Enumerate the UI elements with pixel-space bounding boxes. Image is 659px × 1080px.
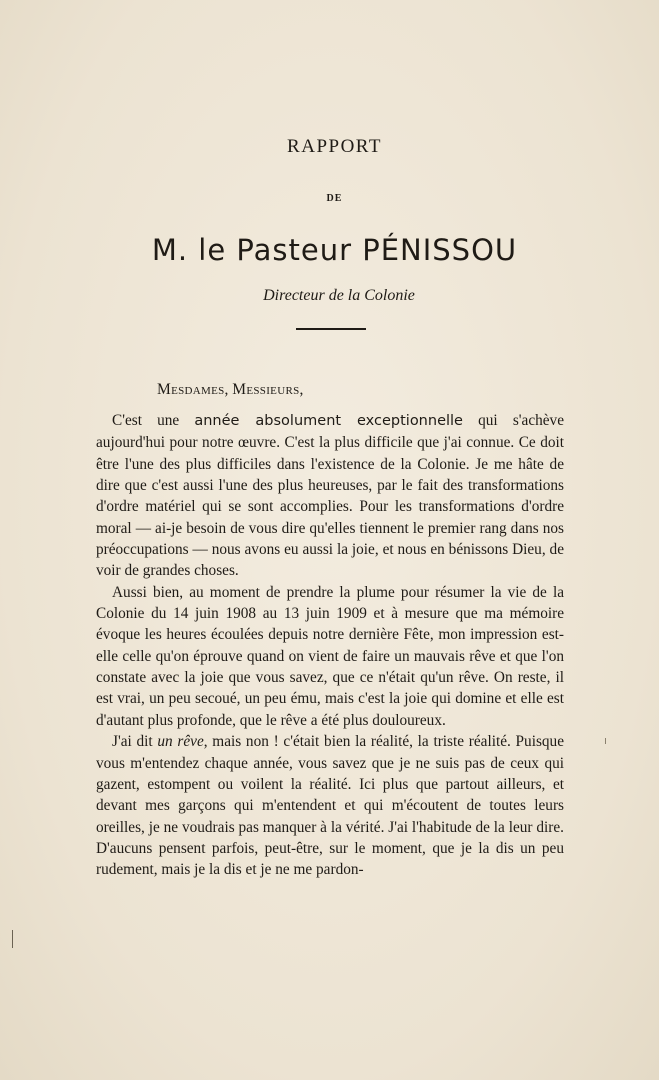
paragraph-3-italic: un rêve <box>157 733 204 751</box>
report-de: DE <box>326 193 343 204</box>
salutation-trailing: , <box>299 381 304 398</box>
salutation-second: Messieurs <box>232 381 300 398</box>
paragraph-2: Aussi bien, au moment de prendre la plume pour résumer la vie de la Colonie du 14 juin 1908 au 13 juin 1909 et à mesure que ma mémoire évoque les heures écoulées depuis notre dernière Fête, mon impression est-elle celle qu'on éprouve quand on vient de faire un mauvais rêve et que l'on constate avec la joie que vous savez, que ce n'était qu'un rêve. On reste, il est vrai, un peu secoué, un peu ému, mais c'est la joie qui domine et elle est d'autant plus profonde, que le rêve a été plus douloureux. <box>96 583 564 729</box>
paragraph-3-before: J'ai dit <box>112 733 158 751</box>
margin-mark <box>12 930 13 948</box>
paragraph-1 <box>96 410 564 582</box>
report-title: RAPPORT <box>287 136 382 157</box>
salutation <box>157 381 303 399</box>
margin-mark-right <box>605 738 606 744</box>
salutation-separator: , <box>224 381 233 398</box>
salutation-first: Mesdames <box>157 381 225 398</box>
paragraph-3-after: , mais non ! c'était bien la réalité, la triste réalité. Puisque vous m'entendez chaque année, vous savez que je ne suis pas de ceux qui gazent, estompent ou voilent la réalité. Ici plus que partout ailleurs, et devant mes garçons qui m'entendent et qui m'écoutent de toutes leurs oreilles, je ne voudrais pas manquer à la vérité. J'ai l'habitude de la leur dire. D'aucuns pensent parfois, peut-être, sur le moment, que je la dis un peu rudement, mais je la dis et je ne me pardon- <box>96 733 564 879</box>
author-name: M. le Pasteur PÉNISSOU <box>151 233 518 267</box>
paragraph-1-emphasis: année absolument exceptionnelle <box>194 413 463 429</box>
paragraph-1-after: qui s'achève aujourd'hui pour notre œuvre. C'est la plus difficile que j'ai connue. Ce doit être l'une des plus difficiles dans l'existence de la Colonie. Je me hâte de dire que c'est aussi l'une des plus heureuses, par le fait des transformations d'ordre matériel qui se sont accomplies. Pour les transformations d'ordre moral — ai-je besoin de vous dire qu'elles tiennent le premier rang dans nos préoccupations — nous avons eu aussi la joie, et nous en bénissons Dieu, de voir de grandes choses. <box>96 412 564 580</box>
paragraph-1-before: C'est une <box>112 412 195 429</box>
report-body <box>96 410 564 881</box>
title-divider <box>296 328 366 330</box>
paragraph-3 <box>96 731 564 880</box>
author-role: Directeur de la Colonie <box>263 287 415 304</box>
